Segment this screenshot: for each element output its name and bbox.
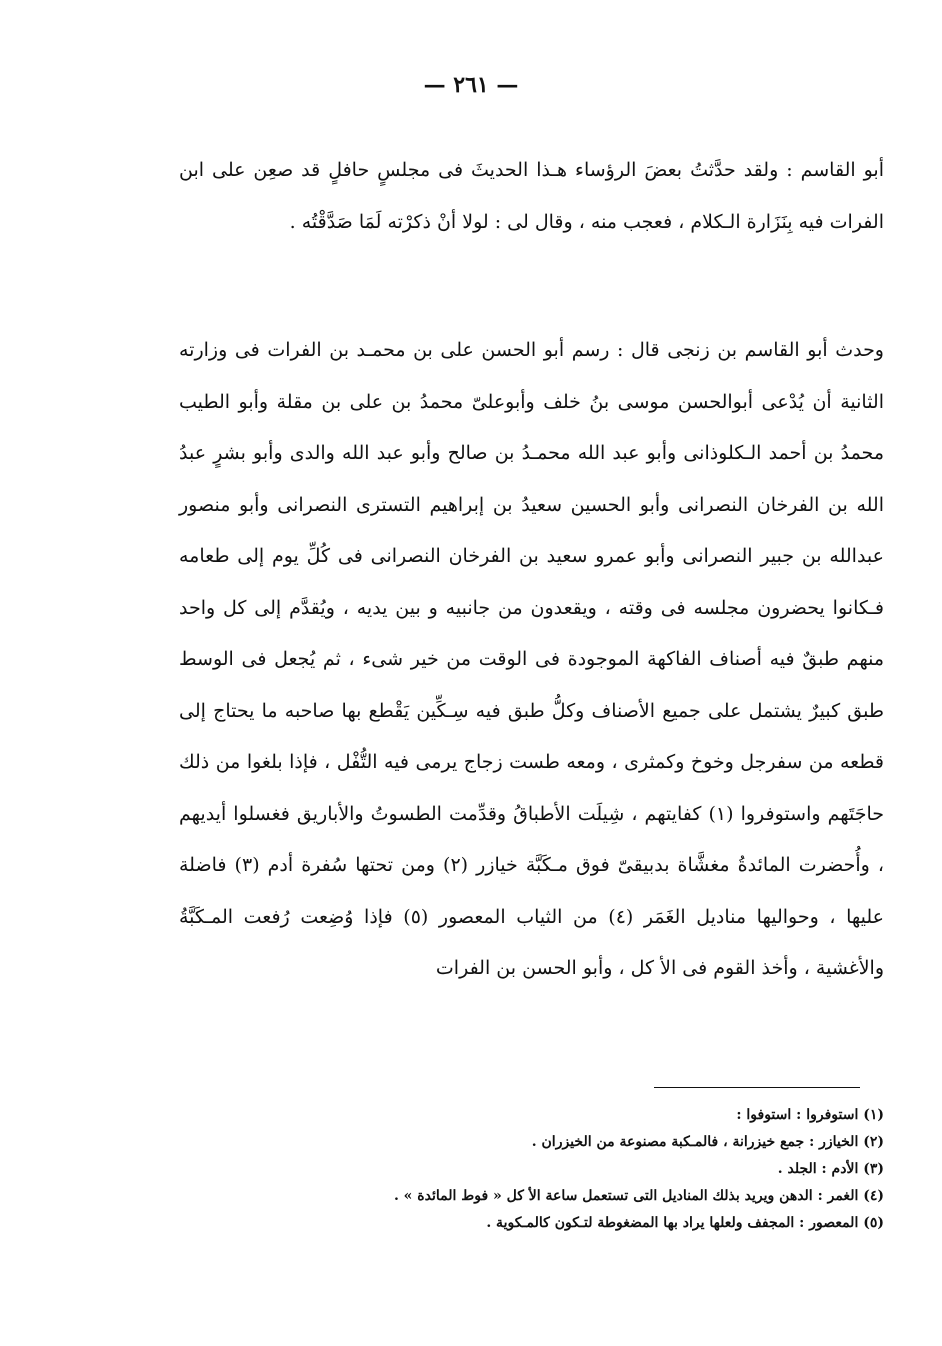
footnote-2: (٢) الخيازر : جمع خيزرانة ، فالمـكبة مصنوعة من الخيزران . [531,1134,884,1150]
footnote-separator [654,1087,860,1088]
paragraph-2 [179,325,884,995]
footnotes [179,1102,884,1237]
footnote-5: (٥) المعصور : المجفف ولعلها يراد بها المضغوطة لتـكون كالمـكوية . [486,1215,884,1231]
page-number: — ٢٦١ — [423,72,519,98]
paragraph-text: وحدث أبو القاسم بن زنجى قال : رسم أبو الحسن على بن محمـد بن الفرات فى وزارته الثانية أن يُدْعى أبوالحسن موسى بنُ خلف وأبوعلىّ محمدُ بن على بن مقلة وأبو الطيب محمدُ بن أحمد الـكلوذانى وأبو عبد الله محمـدُ بن صالح وأبو عبد الله والدى وأبو بشرٍ عبدُ الله بن الفرخان النصرانى وأبو الحسين سعيدُ بن إبراهيم التسترى النصرانى وأبو منصور عبدالله بن جبير النصرانى وأبو عمرو سعيد بن الفرخان النصرانى فى كُلِّ يوم إلى طعامه فـكانوا يحضرون مجلسه فى وقته ، ويقعدون من جانبيه و بين يديه ، ويُقدَّم إلى كل واحد منهم طبقٌ فيه أصناف الفاكهة الموجودة فى الوقت من خير شىء ، ثم يُجعل فى الوسط طبق كبيرٌ يشتمل على جميع الأصناف وكلُّ طبق فيه سِـكِّين يَقْطع بها صاحبه ما يحتاج إلى قطعه من سفرجل وخوخ وكمثرى ، ومعه طست زجاج يرمى فيه التُّفْل ، فإذا بلغوا من ذلك حاجَتَهم واستوفروا (١) كفايتهم ، شِيلَت الأطباقُ وقدِّمت الطسوتُ والأباريق فغسلوا أيديهم ، وأُحضرت المائدةُ مغشَّاة بدبيقىّ فوق مـكَبَّة خيازر (٢) ومن تحتها سُفرة أدم (٣) فاضلة عليها ، وحواليها مناديل الغَمَر (٤) من الثياب المعصور (٥) فإذا وُضِعت رُفعت المـكَبَّةُ والأغشية ، وأخذ القوم فى الأ كل ، وأبو الحسن بن الفرات [179,339,884,979]
paragraph-text: أبو القاسم : ولقد حدَّثتُ بعضَ الرؤساء هـذا الحديثَ فى مجلسٍ حافلٍ قد صعِن على ابن الفرات فيه بِنَزَارة الـكلام ، فعجب منه ، وقال لى : لولا أنْ ذكرْته لَمَا صَدَّقْتُه . [179,159,884,233]
footnote-3: (٣) الأدم : الجلد . [777,1161,884,1177]
footnote-4: (٤) الغمر : الدهن ويريد بذلك المناديل التى تستعمل ساعة الأ كل « فوط المائدة » . [393,1188,884,1204]
paragraph-1 [179,145,884,248]
footnote-1: (١) استوفروا : استوفوا : [736,1107,884,1123]
